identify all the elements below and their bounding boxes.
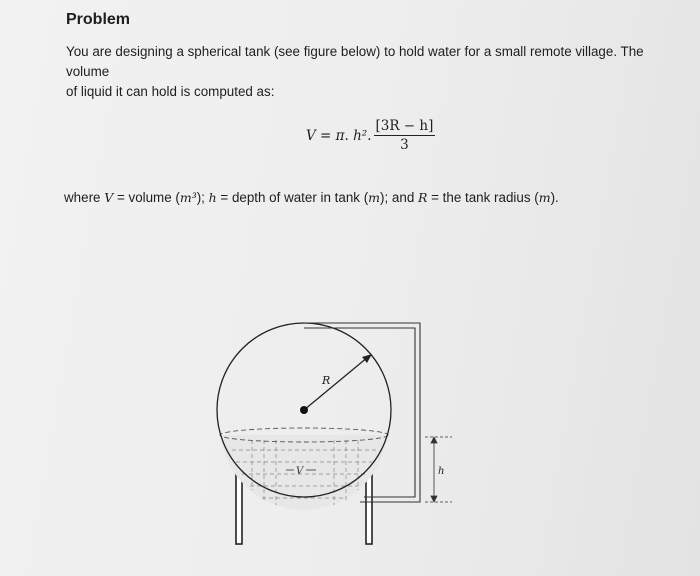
- r-definition: = the tank radius (: [427, 190, 539, 205]
- radius-line: [304, 357, 368, 410]
- depth-label: h: [438, 466, 445, 477]
- volume-label: V: [296, 466, 304, 477]
- v-end: );: [196, 190, 209, 205]
- intro-line-2: of liquid it can hold is computed as:: [66, 84, 275, 99]
- v-symbol: V: [104, 190, 114, 205]
- formula-denominator: 3: [400, 137, 409, 153]
- v-unit: m³: [179, 190, 197, 205]
- r-unit: m: [538, 190, 551, 205]
- radius-label: R: [322, 374, 331, 387]
- radius-arrowhead: [362, 354, 372, 363]
- v-definition: = volume (: [113, 190, 180, 205]
- intro-line-1: You are designing a spherical tank (see figure below) to hold water for a small remote village. The volume: [66, 44, 644, 79]
- h-end: ); and: [380, 190, 418, 205]
- r-end: ).: [550, 190, 559, 205]
- r-symbol: R: [418, 190, 428, 205]
- problem-heading: Problem: [66, 11, 131, 28]
- where-text: where: [64, 190, 105, 205]
- h-symbol: h: [208, 190, 217, 205]
- problem-intro: [66, 42, 676, 102]
- h-unit: m: [368, 190, 381, 205]
- formula-lhs: V = π. h².: [306, 127, 372, 144]
- center-dot: [300, 406, 308, 414]
- h-definition: = depth of water in tank (: [216, 190, 369, 205]
- volume-formula: [306, 118, 435, 153]
- variable-definitions: [64, 190, 559, 205]
- formula-numerator: [3R − h]: [375, 118, 434, 134]
- spherical-tank-diagram: [200, 310, 470, 560]
- formula-fraction: [374, 118, 436, 153]
- water-fill: [221, 435, 388, 510]
